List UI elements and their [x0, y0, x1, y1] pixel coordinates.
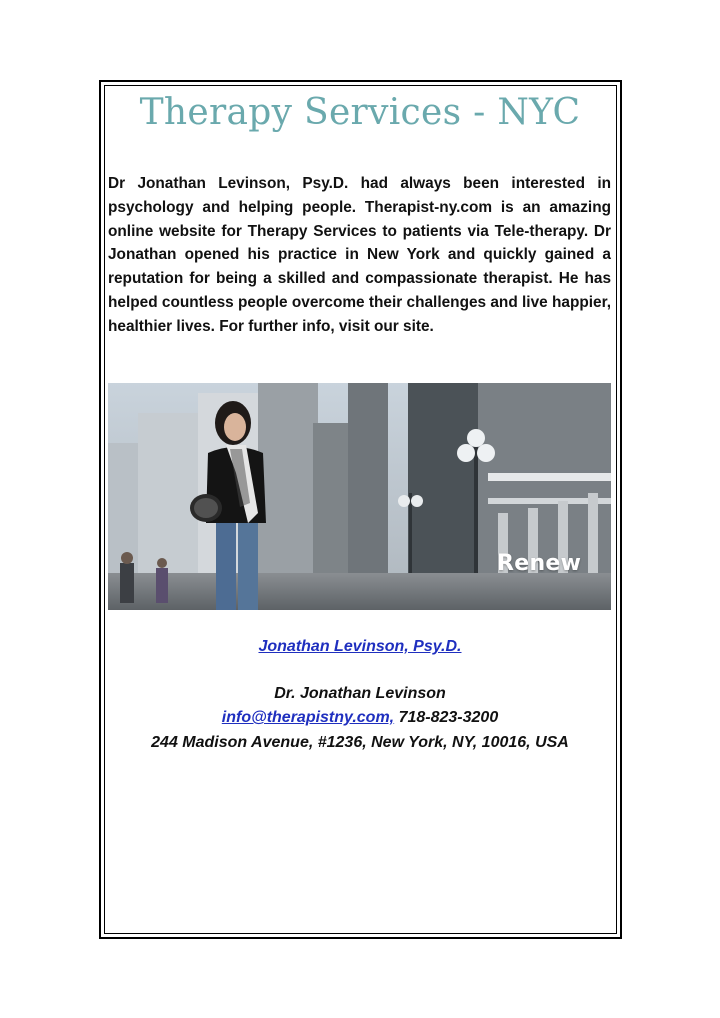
body-paragraph: Dr Jonathan Levinson, Psy.D. had always been interested in psychology and helping people. Therapist-ny.com is an amazing online website for Therapy Services to patients via Tele-therapy. Dr Jonathan opened his practice in New York and quickly gained a reputation for being a skilled and compassionate therapist. He has helped countless people overcome their challenges and live happier, healthier lives. For further info, visit our site. [108, 175, 611, 335]
profile-link[interactable]: Jonathan Levinson, Psy.D. [258, 638, 462, 655]
email-link[interactable]: info@therapistny.com, [221, 709, 395, 726]
hero-photo [108, 383, 611, 610]
contact-address: 244 Madison Avenue, #1236, New York, NY, 10016, USA [151, 734, 569, 751]
document-title: Therapy Services - NYC [139, 92, 581, 133]
photo-caption-renew: Renew [497, 551, 582, 576]
phone-number: 718-823-3200 [394, 709, 499, 726]
contact-name: Dr. Jonathan Levinson [274, 685, 446, 702]
profile-link-row [0, 638, 720, 656]
contact-email-phone-row [0, 709, 720, 727]
